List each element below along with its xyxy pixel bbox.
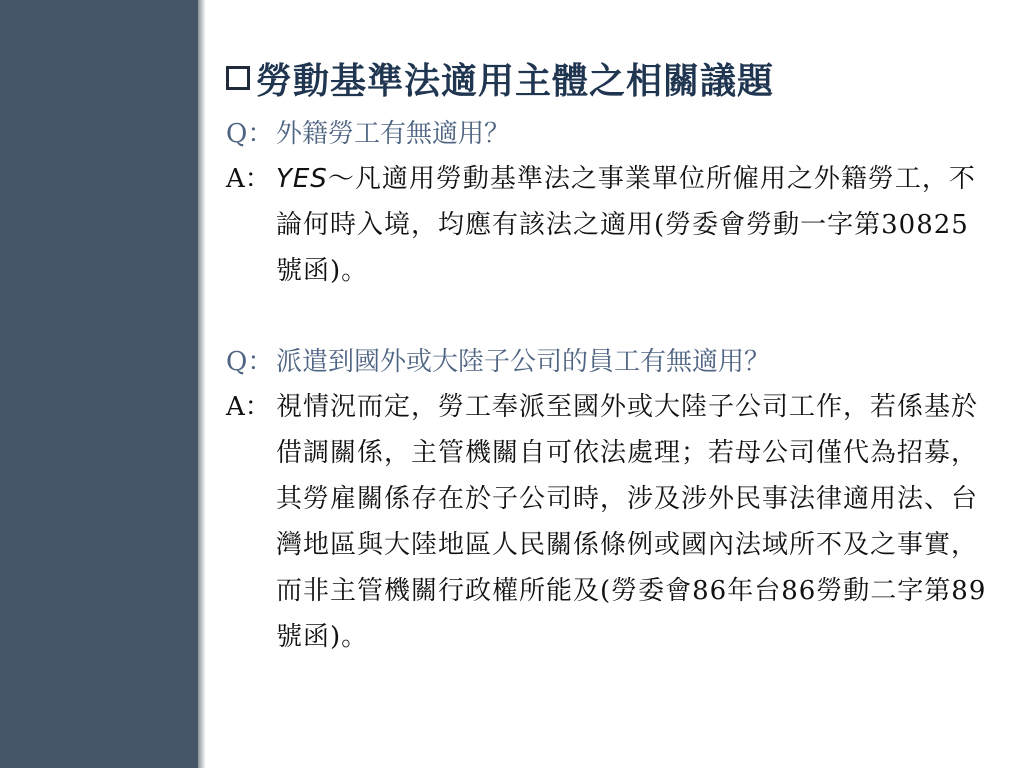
- sidebar-panel: [0, 0, 198, 768]
- answer-emphasis: YES: [276, 164, 328, 194]
- answer-body: [276, 156, 991, 294]
- question-text: 派遣到國外或大陸子公司的員工有無適用？: [276, 347, 771, 377]
- qa-block-2: [226, 340, 1006, 660]
- slide-content: [226, 52, 1006, 660]
- question-row: [226, 112, 1006, 156]
- answer-prefix: A：: [226, 392, 271, 422]
- answer-row: [226, 156, 1006, 294]
- slide-title: 勞動基準法適用主體之相關議題: [256, 59, 775, 102]
- answer-text: 視情況而定，勞工奉派至國外或大陸子公司工作，若係基於借調關係，主管機關自可依法處理；若母公司僅代為招募，其勞雇關係存在於子公司時，涉及涉外民事法律適用法、台灣地區與大陸地區人民關係條例或國內法域所不及之事實，而非主管機關行政權所能及(勞委會86年台86勞動二字第89號函)。: [276, 392, 987, 652]
- qa-block-1: [226, 112, 1006, 294]
- sidebar-edge-shadow: [198, 0, 205, 768]
- question-text: 外籍勞工有無適用？: [276, 119, 511, 149]
- question-prefix: Q：: [226, 347, 274, 377]
- answer-prefix: A：: [226, 164, 271, 194]
- question-prefix: Q：: [226, 119, 274, 149]
- section-spacer: [226, 294, 1006, 340]
- question-row: [226, 340, 1006, 384]
- hollow-square-bullet-icon: [226, 66, 250, 90]
- answer-body: [276, 384, 991, 660]
- answer-text: ～凡適用勞動基準法之事業單位所僱用之外籍勞工，不論何時入境，均應有該法之適用(勞委會勞動一字第30825號函)。: [276, 164, 976, 286]
- answer-row: [226, 384, 1006, 660]
- title-row: [226, 52, 1006, 104]
